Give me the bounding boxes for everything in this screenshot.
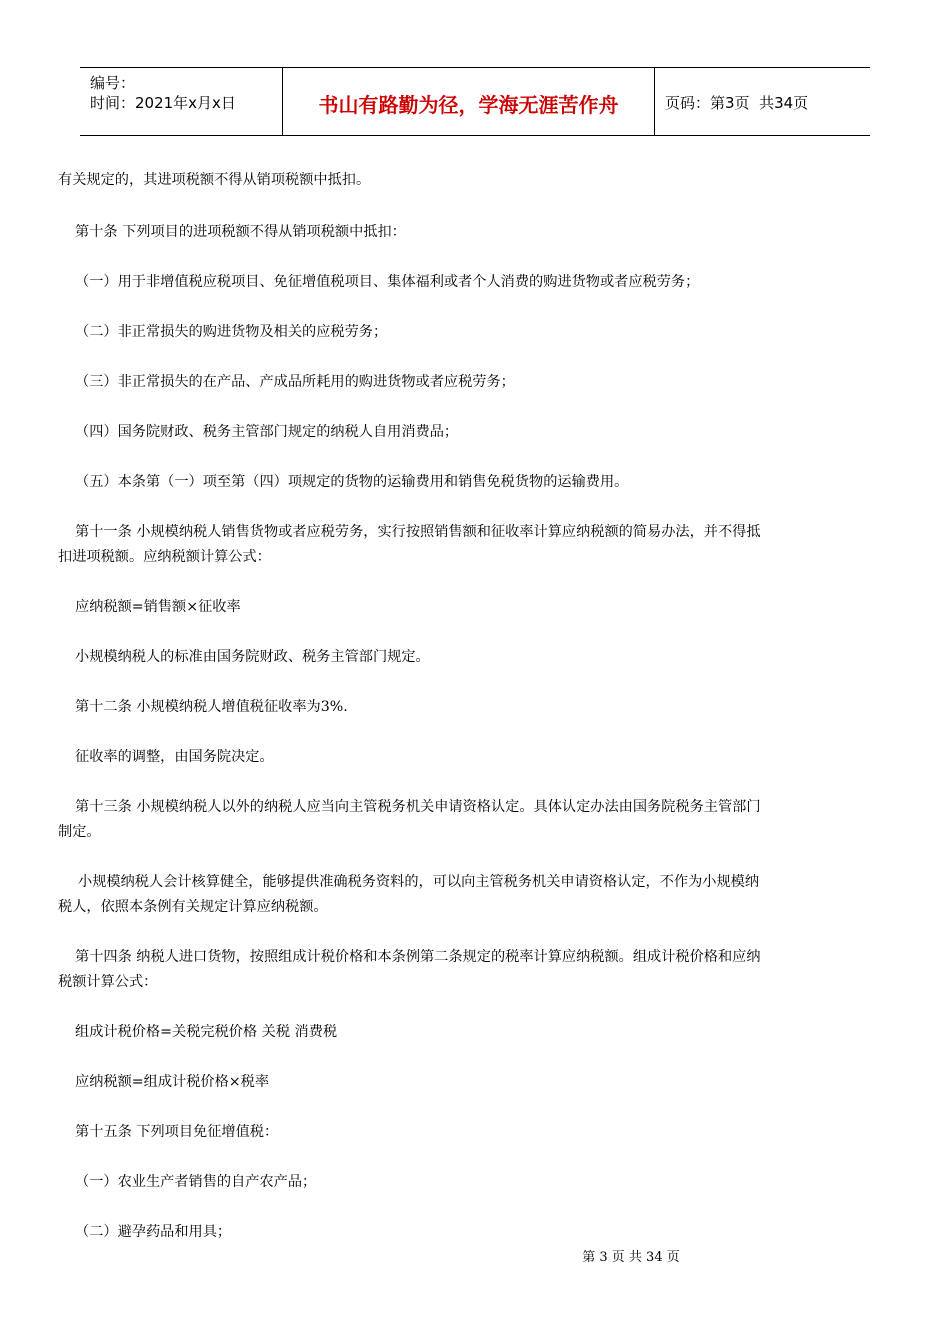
page-footer (0, 1246, 950, 1265)
paragraph: 税额计算公式： (58, 974, 158, 990)
date-label: 时间：2021年x月x日 (90, 94, 236, 112)
header-page-label: 页码：第3页 共34页 (665, 94, 809, 112)
paragraph: （一）用于非增值税应税项目、免征增值税项目、集体福利或者个人消费的购进货物或者应税劳务； (75, 274, 700, 290)
paragraph: （二）避孕药品和用具； (75, 1224, 232, 1240)
paragraph: （二）非正常损失的购进货物及相关的应税劳务； (75, 324, 388, 340)
header-page-info (655, 68, 870, 135)
paragraph: （五）本条第（一）项至第（四）项规定的货物的运输费用和销售免税货物的运输费用。 (75, 474, 629, 490)
formula: 应纳税额=销售额×征收率 (75, 599, 241, 615)
paragraph: 第十五条 下列项目免征增值税： (75, 1124, 279, 1140)
paragraph: 小规模纳税人会计核算健全，能够提供准确税务资料的，可以向主管税务机关申请资格认定，不作为小规模纳 (78, 874, 760, 890)
paragraph: 制定。 (58, 824, 101, 840)
header-meta (80, 68, 282, 135)
paragraph: （一）农业生产者销售的自产农产品； (75, 1174, 317, 1190)
paragraph: （三）非正常损失的在产品、产成品所耗用的购进货物或者应税劳务； (75, 374, 515, 390)
paragraph: 第十四条 纳税人进口货物，按照组成计税价格和本条例第二条规定的税率计算应纳税额。组成计税价格和应纳 (75, 949, 761, 965)
code-label: 编号： (90, 74, 136, 92)
document-header (80, 67, 870, 136)
footer-page-number: 第 3 页 共 34 页 (582, 1250, 680, 1265)
paragraph: 第十条 下列项目的进项税额不得从销项税额中抵扣： (75, 224, 406, 240)
paragraph: 有关规定的，其进项税额不得从销项税额中抵扣。 (58, 172, 371, 188)
paragraph: 第十一条 小规模纳税人销售货物或者应税劳务，实行按照销售额和征收率计算应纳税额的简易办法，并不得抵 (75, 524, 761, 540)
paragraph: 小规模纳税人的标准由国务院财政、税务主管部门规定。 (75, 649, 430, 665)
formula: 组成计税价格=关税完税价格 关税 消费税 (75, 1024, 338, 1040)
paragraph: 税人，依照本条例有关规定计算应纳税额。 (58, 899, 328, 915)
paragraph: 征收率的调整，由国务院决定。 (75, 749, 274, 765)
formula: 应纳税额=组成计税价格×税率 (75, 1074, 270, 1090)
paragraph: 第十二条 小规模纳税人增值税征收率为3%. (75, 699, 348, 715)
paragraph: （四）国务院财政、税务主管部门规定的纳税人自用消费品； (75, 424, 459, 440)
header-motto: 书山有路勤为径，学海无涯苦作舟 (282, 68, 655, 135)
paragraph: 第十三条 小规模纳税人以外的纳税人应当向主管税务机关申请资格认定。具体认定办法由国务院税务主管部门 (75, 799, 761, 815)
paragraph: 扣进项税额。应纳税额计算公式： (58, 549, 271, 565)
